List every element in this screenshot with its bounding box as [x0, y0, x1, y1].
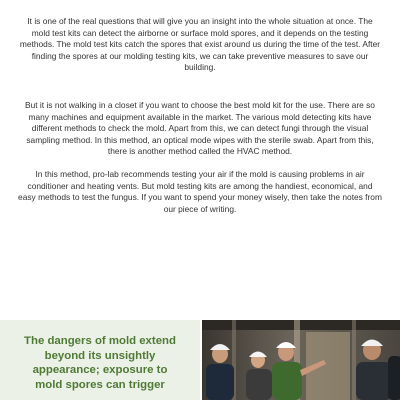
paragraph-choosing-kit: But it is not walking in a closet if you want to choose the best mold kit for the use. There are so many machines and equipment available in the market. The various mold detecting kits have different methods to check the mold. Apart from this, we can detect fungi through the visual sampling method. In this method, an optical mode wipes with the sterile swab. Apart from this, there is another method called the HVAC method.: [25, 99, 375, 157]
paragraph-mold-test-kits: It is one of the real questions that will give you an insight into the whole situation at once. The mold test kits can detect the airborne or surface mold spores, and it depends on the testing methods. The mold test kits catch the spores that exist around us during the time of the test. After finding the spores at our molding testing kits, we can take preventive measures to save our building.: [19, 16, 381, 73]
bottom-section: [0, 320, 400, 400]
callout-text: The dangers of mold extend beyond its unsightly appearance; exposure to mold spores can trigger: [24, 335, 176, 391]
callout-box: [0, 320, 200, 400]
paragraph-hvac-method: In this method, pro-lab recommends testing your air if the mold is causing problems in air conditioner and heating vents. But mold testing kits are among the handiest, economical, and easy methods to test the fungus. If you want to spend your money wisely, then take the notes from our piece of writing.: [18, 168, 382, 214]
inspection-photo: [202, 320, 400, 400]
workers-inspecting-wall-image: [202, 320, 400, 400]
